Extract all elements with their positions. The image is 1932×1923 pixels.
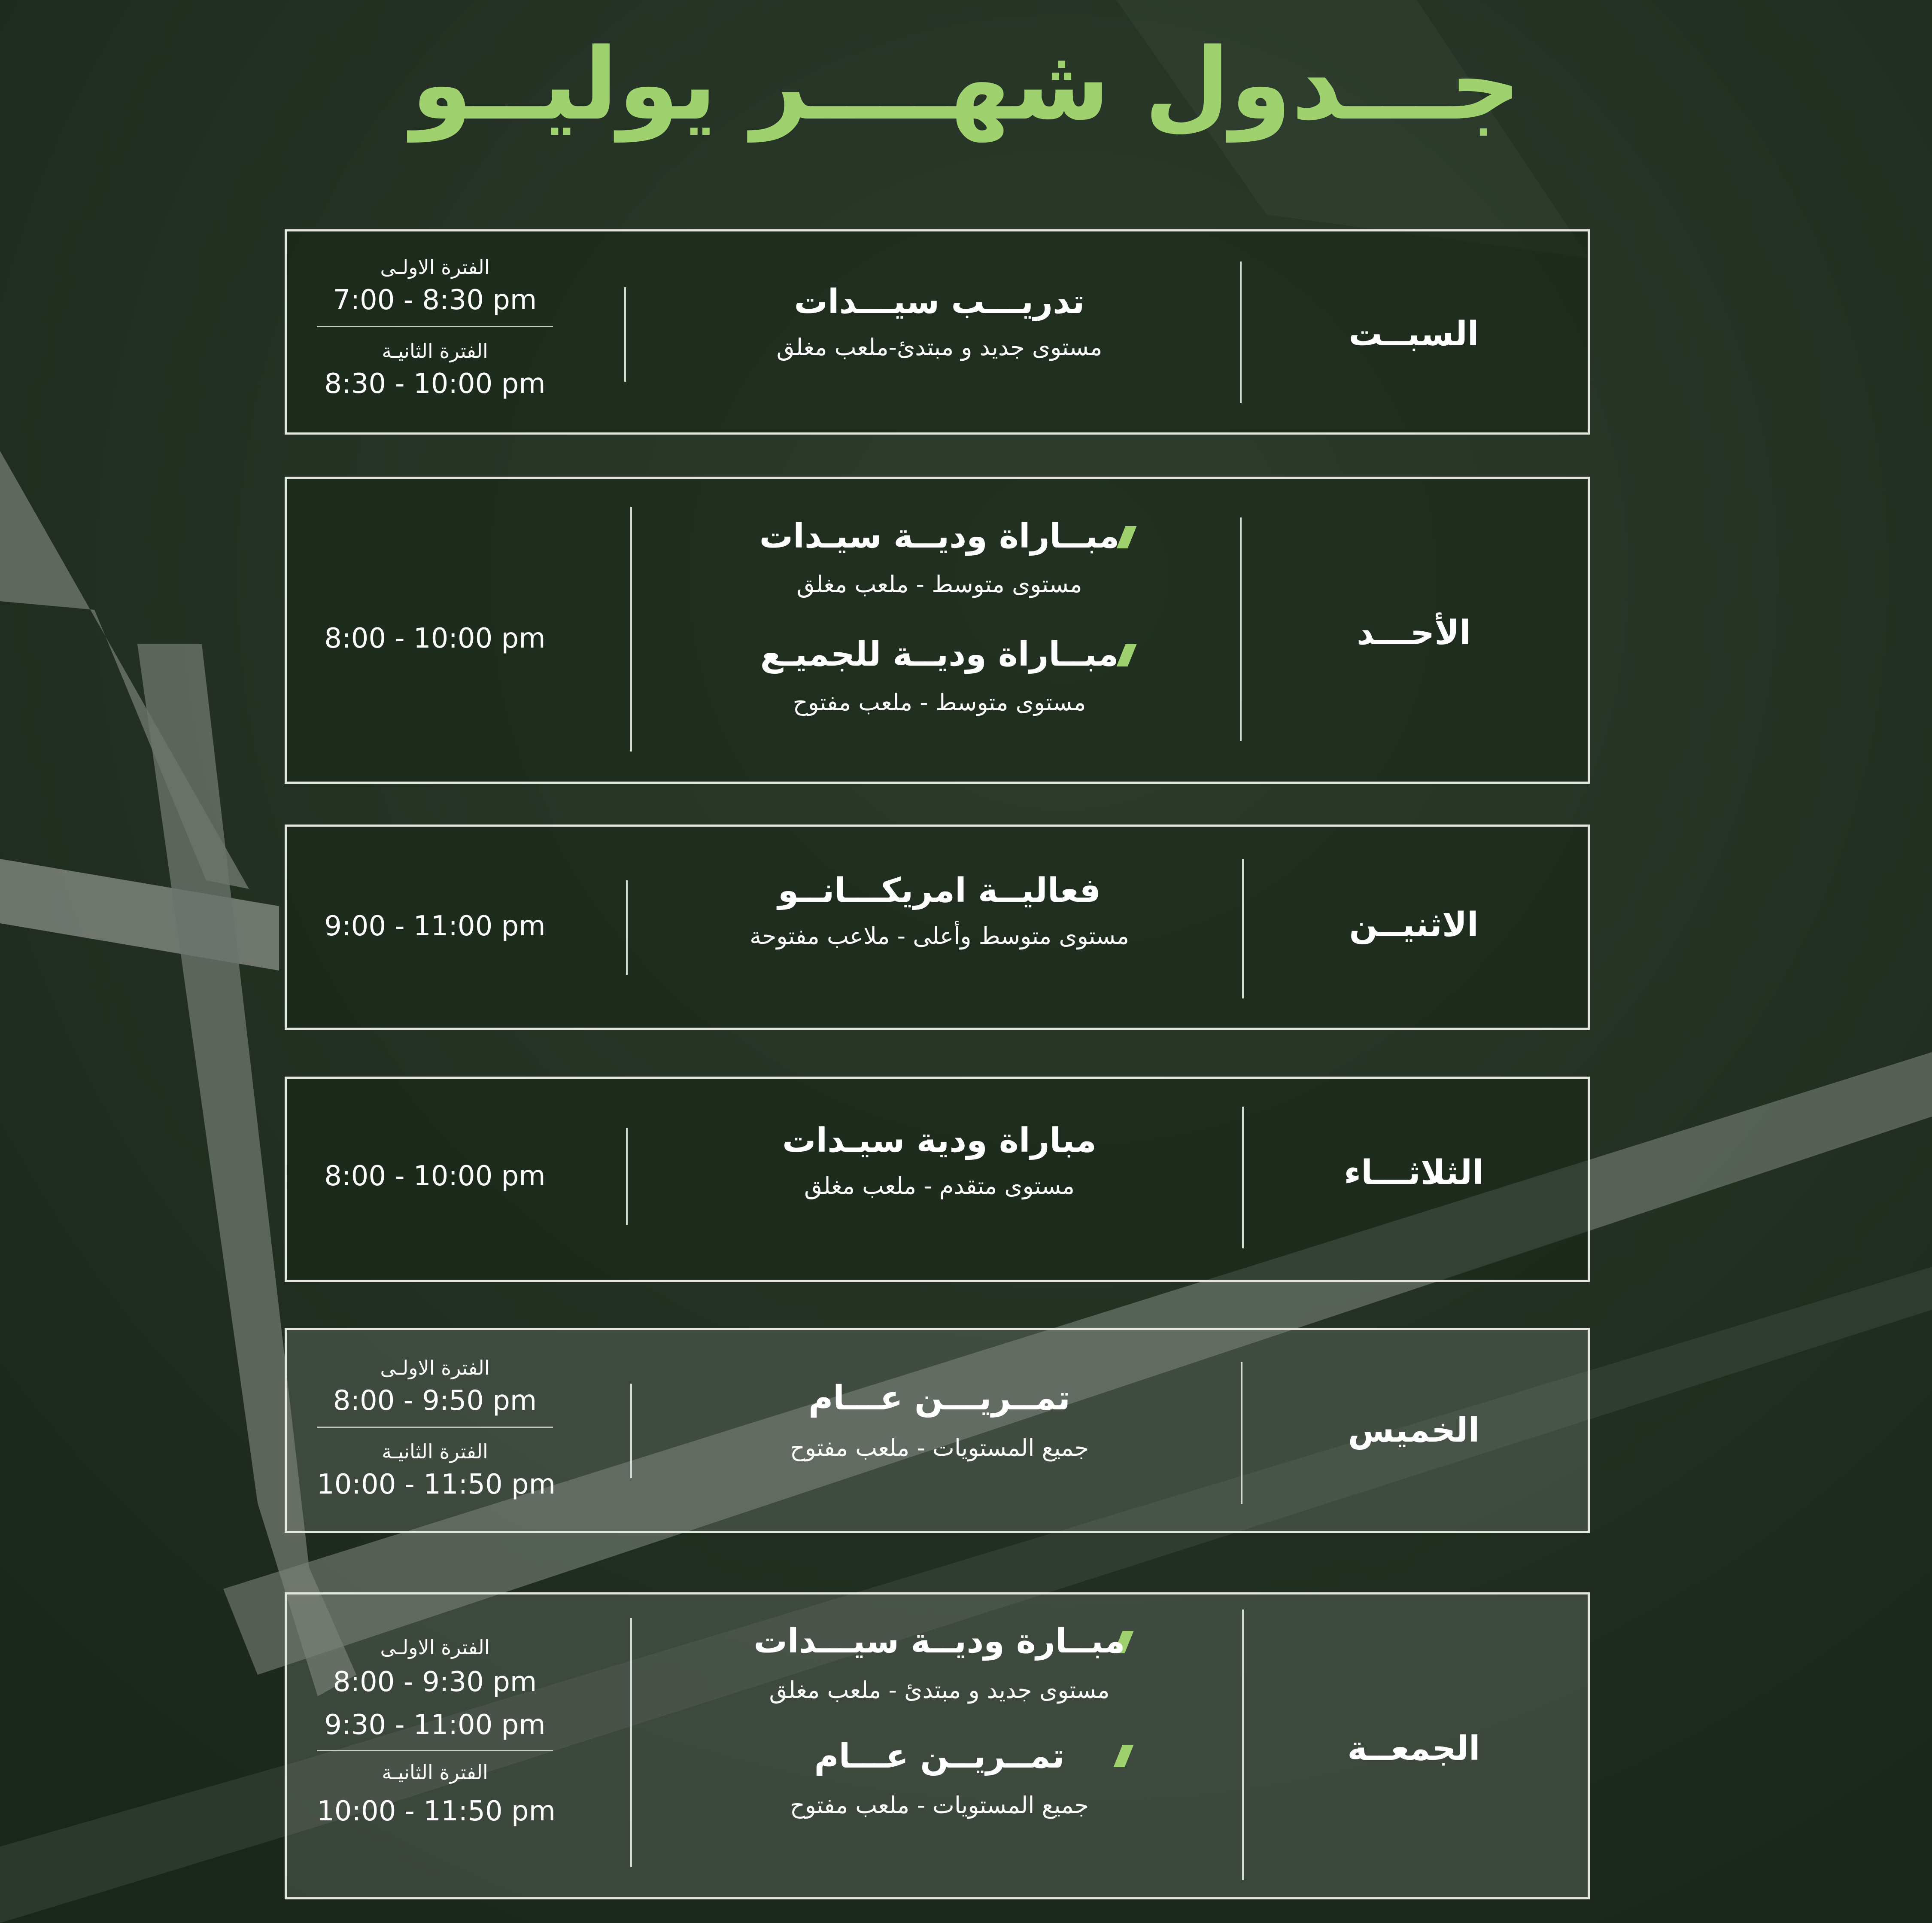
activity-subtitle: مستوى متوسط - ملعب مغلق xyxy=(796,571,1082,598)
day-name: الخميس xyxy=(1348,1411,1480,1450)
time-column xyxy=(317,257,553,398)
time-column xyxy=(317,910,553,942)
second-period-time: 10:00 - 11:50 pm xyxy=(317,1795,556,1827)
activity-subtitle: مستوى جديد و مبتدئ - ملعب مغلق xyxy=(769,1677,1110,1704)
day-name: الثلاثـــاء xyxy=(1344,1153,1484,1192)
day-name: الاثنيــن xyxy=(1349,906,1479,944)
session-time: 9:00 - 11:00 pm xyxy=(324,910,546,942)
activity-title: مبــارة وديــة سيـــدات xyxy=(753,1622,1125,1661)
day-name: الجمعــة xyxy=(1347,1729,1480,1768)
time-column xyxy=(317,1356,556,1500)
first-period-time: 8:00 - 9:50 pm xyxy=(333,1385,537,1417)
activity-subtitle: مستوى متقدم - ملعب مغلق xyxy=(804,1172,1075,1199)
activity xyxy=(630,1381,1249,1460)
period-divider xyxy=(317,1750,553,1751)
activity-title: مبــاراة وديــة للجميـع xyxy=(760,635,1119,674)
activity-subtitle: مستوى متوسط وأعلى - ملاعب مفتوحة xyxy=(750,922,1129,949)
second-period-label: الفترة الثانيـة xyxy=(382,339,488,362)
time-column xyxy=(317,1636,556,1827)
schedule-card-sunday xyxy=(285,477,1590,784)
period-divider xyxy=(317,1427,553,1428)
activity xyxy=(630,1622,1249,1704)
day-name: السبــت xyxy=(1349,315,1479,353)
schedule-card-monday xyxy=(285,825,1590,1030)
activity-subtitle: جميع المستويات - ملعب مفتوح xyxy=(790,1792,1089,1819)
activity-subtitle: جميع المستويات - ملعب مفتوح xyxy=(790,1434,1089,1461)
schedule-card-tuesday xyxy=(285,1077,1590,1282)
first-period-label: الفترة الاولـى xyxy=(380,1636,490,1659)
session-time: 8:00 - 10:00 pm xyxy=(324,623,546,654)
activity-title: تدريـــب سيـــدات xyxy=(794,283,1085,321)
divider xyxy=(626,880,628,975)
activity xyxy=(630,635,1249,716)
activity xyxy=(630,871,1249,949)
page-title: جـــدول شهــــر يوليــو xyxy=(411,27,1521,142)
activity-subtitle: مستوى متوسط - ملعب مفتوح xyxy=(793,689,1086,716)
first-period-time: 8:00 - 9:30 pm xyxy=(333,1666,537,1698)
schedule-card-friday xyxy=(285,1592,1590,1899)
second-period-label: الفترة الثانيـة xyxy=(382,1761,488,1784)
session-time: 8:00 - 10:00 pm xyxy=(324,1160,546,1192)
activity-title: تمــريـــن عـــام xyxy=(808,1379,1070,1418)
second-period-time: 8:30 - 10:00 pm xyxy=(324,368,546,400)
activity xyxy=(630,285,1249,359)
schedule-card-thursday xyxy=(285,1328,1590,1533)
divider xyxy=(624,287,626,382)
time-column xyxy=(317,1162,553,1190)
day-name: الأحـــد xyxy=(1356,614,1471,652)
second-period-time: 10:00 - 11:50 pm xyxy=(317,1469,556,1500)
first-period-time: 9:30 - 11:00 pm xyxy=(324,1709,546,1741)
period-divider xyxy=(317,326,553,327)
activity-title: مباراة ودية سيـدات xyxy=(782,1121,1097,1160)
activity-title: تمــريــن عـــام xyxy=(814,1737,1065,1776)
schedule-card-saturday xyxy=(285,229,1590,435)
divider xyxy=(626,1128,628,1225)
first-period-label: الفترة الاولـى xyxy=(380,256,490,279)
activity-subtitle: مستوى جديد و مبتدئ-ملعب مغلق xyxy=(776,334,1103,361)
activity xyxy=(630,1737,1249,1819)
activity xyxy=(630,1121,1249,1199)
activity xyxy=(630,517,1249,598)
time-column xyxy=(317,625,553,652)
activity-title: مبــاراة وديــة سيـدات xyxy=(759,517,1120,556)
second-period-label: الفترة الثانيـة xyxy=(382,1440,488,1463)
first-period-label: الفترة الاولـى xyxy=(380,1356,490,1379)
activity-title: فعاليــة امريكـــانــو xyxy=(778,871,1101,910)
first-period-time: 7:00 - 8:30 pm xyxy=(333,284,537,316)
